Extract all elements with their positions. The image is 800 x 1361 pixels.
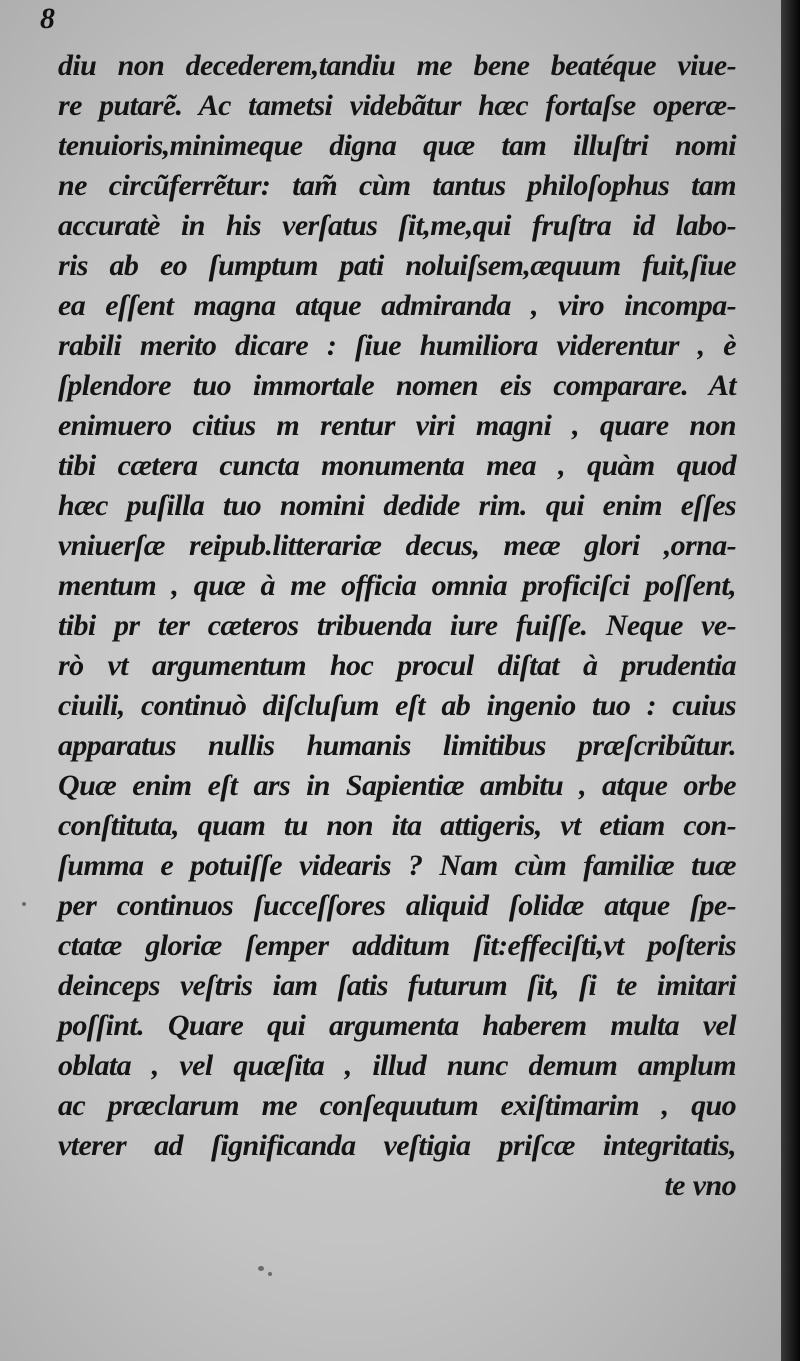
text-line: apparatus nullis humanis limitibus præſcribũtur. [58,729,736,762]
text-line: tenuioris,minimeque digna quæ tam illuſtri nomi [58,129,736,162]
text-line: tibi cætera cuncta monumenta mea , quàm quod [58,449,736,482]
text-line: ris ab eo ſumptum pati noluiſsem,æquum fuit,ſiue [58,249,736,282]
text-line: vniuerſæ reipub.litterariæ decus, meæ glori ,orna- [58,529,736,562]
text-line: diu non decederem,tandiu me bene beatéque viue- [58,49,736,82]
catchword: te vno [664,1169,736,1202]
text-line: deinceps veſtris iam ſatis futurum ſit, ſi te imitari [58,969,736,1002]
text-line: tibi pr ter cæteros tribuenda iure fuiſſe. Neque ve- [58,609,736,642]
text-line: poſſint. Quare qui argumenta haberem multa vel [58,1009,736,1042]
text-line: ac præclarum me conſequutum exiſtimarim , quo [58,1089,736,1122]
text-line: ne circũferrẽtur: tam̃ cùm tantus philoſophus tam [58,169,736,202]
text-line: ctatæ gloriæ ſemper additum ſit:effeciſti,vt poſteris [58,929,736,962]
text-line: enimuero citius m rentur viri magni , quare non [58,409,736,442]
text-line: re putarẽ. Ac tametsi videbãtur hæc fortaſse operæ- [58,89,736,122]
text-line: oblata , vel quæſita , illud nunc demum amplum [58,1049,736,1082]
text-line: Quæ enim eſt ars in Sapientiæ ambitu , atque orbe [58,769,736,802]
text-line: per continuos ſucceſſores aliquid ſolidæ atque ſpe- [58,889,736,922]
page-number: 8 [40,2,55,35]
text-line: rò vt argumentum hoc procul diſtat à prudentia [58,649,736,682]
text-line: accuratè in his verſatus ſit,me,qui fruſtra id labo- [58,209,736,242]
text-line: mentum , quæ à me officia omnia proficiſci poſſent, [58,569,736,602]
body-text [58,46,736,1206]
ink-speck [22,902,26,906]
page-edge-shadow [781,0,800,1361]
text-line: conſtituta, quam tu non ita attigeris, vt etiam con- [58,809,736,842]
ink-speck [268,1272,272,1276]
text-line: ſplendore tuo immortale nomen eis comparare. At [58,369,736,402]
text-line: ea eſſent magna atque admiranda , viro incompa- [58,289,736,322]
text-line: vterer ad ſignificanda veſtigia priſcæ integritatis, [58,1129,736,1162]
text-line: rabili merito dicare : ſiue humiliora viderentur , è [58,329,736,362]
text-line: ciuili, continuò diſcluſum eſt ab ingenio tuo : cuius [58,689,736,722]
text-line: ſumma e potuiſſe videaris ? Nam cùm familiæ tuæ [58,849,736,882]
text-line: hæc puſilla tuo nomini dedide rim. qui enim eſſes [58,489,736,522]
ink-speck [258,1266,264,1271]
